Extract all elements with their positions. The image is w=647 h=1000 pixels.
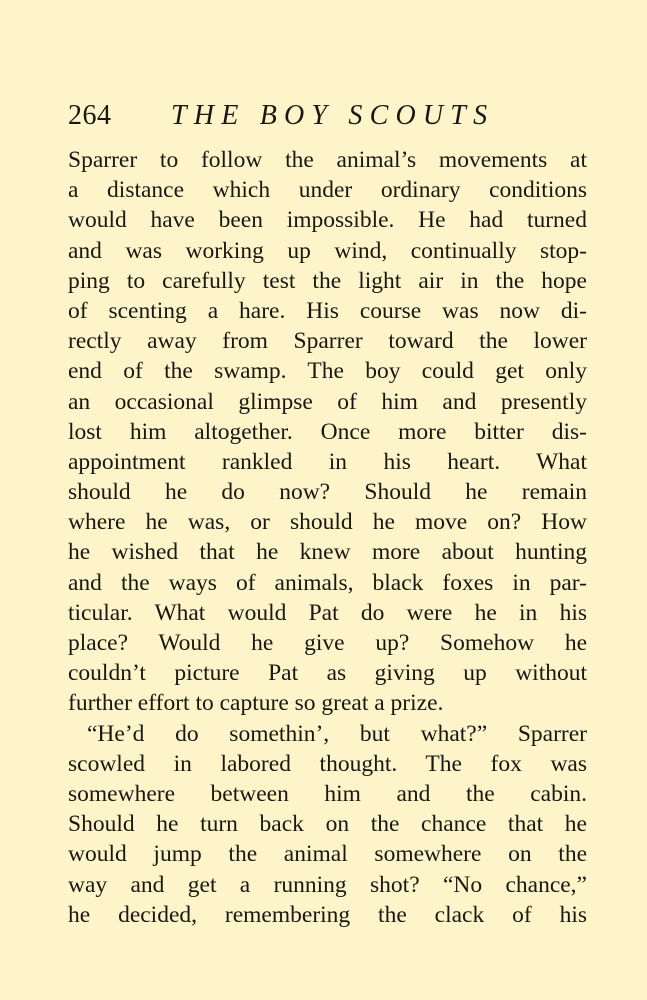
running-title: THE BOY SCOUTS [171, 100, 495, 131]
text-line: scowled in labored thought. The fox was [68, 750, 587, 777]
text-line: appointment rankled in his heart. What [68, 448, 587, 475]
text-line: ping to carefully test the light air in the hope [68, 267, 587, 294]
page-number: 264 [68, 100, 112, 131]
text-line: and was working up wind, continually stop- [68, 237, 587, 264]
text-line: way and get a running shot? “No chance,” [68, 871, 587, 898]
text-line: couldn’t picture Pat as giving up without [68, 660, 587, 687]
page-header [68, 96, 588, 136]
text-line: where he was, or should he move on? How [68, 509, 587, 536]
text-line: place? Would he give up? Somehow he [68, 630, 587, 656]
text-line: further effort to capture so great a prize. [68, 690, 444, 717]
text-line: of scenting a hare. His course was now di- [68, 297, 587, 324]
body-text [68, 145, 587, 930]
text-line: an occasional glimpse of him and presently [68, 388, 587, 415]
text-line: “He’d do somethin’, but what?” Sparrer [87, 720, 587, 747]
text-line: he decided, remembering the clack of his [68, 901, 587, 928]
text-line: rectly away from Sparrer toward the lower [68, 328, 587, 355]
text-line: and the ways of animals, black foxes in par- [68, 569, 587, 596]
text-line: should he do now? Should he remain [68, 479, 587, 506]
text-line: Sparrer to follow the animal’s movements at [68, 147, 587, 173]
text-line: somewhere between him and the cabin. [68, 780, 587, 807]
text-line: lost him altogether. Once more bitter dis- [68, 418, 587, 445]
text-line: Should he turn back on the chance that he [68, 811, 587, 838]
text-line: he wished that he knew more about hunting [68, 539, 587, 566]
text-line: would have been impossible. He had turned [68, 207, 587, 234]
text-line: ticular. What would Pat do were he in his [68, 599, 587, 626]
text-line: a distance which under ordinary conditions [68, 177, 587, 204]
text-line: would jump the animal somewhere on the [68, 841, 587, 868]
text-line: end of the swamp. The boy could get only [68, 358, 587, 385]
